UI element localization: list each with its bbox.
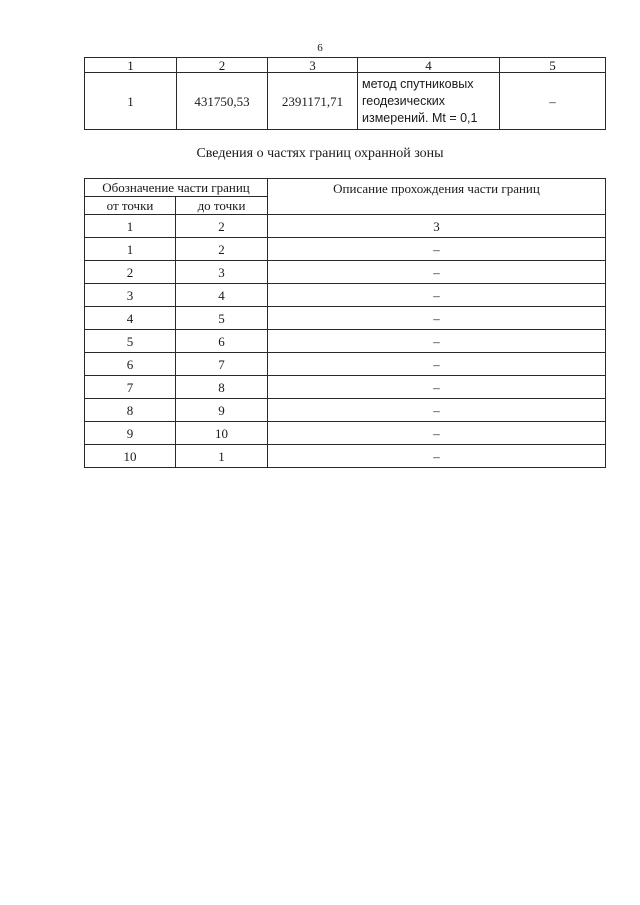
coordinates-table — [84, 57, 606, 130]
cell-desc: – — [268, 376, 606, 399]
coordinate-x: 431750,53 — [177, 73, 268, 130]
method-line: метод спутниковых — [362, 76, 474, 91]
cell-desc: 3 — [268, 215, 606, 238]
header-to: до точки — [176, 197, 268, 215]
parts-table-header — [85, 179, 606, 197]
cell-from: 2 — [85, 261, 176, 284]
method-cell — [358, 73, 500, 130]
table-row — [85, 215, 606, 238]
cell-to: 3 — [176, 261, 268, 284]
cell-from: 9 — [85, 422, 176, 445]
cell-from: 1 — [85, 215, 176, 238]
cell-to: 9 — [176, 399, 268, 422]
cell-from: 3 — [85, 284, 176, 307]
table-row — [85, 73, 606, 130]
point-number: 1 — [85, 73, 177, 130]
cell-to: 10 — [176, 422, 268, 445]
cell-desc: – — [268, 445, 606, 468]
coordinate-y: 2391171,71 — [268, 73, 358, 130]
cell-from: 4 — [85, 307, 176, 330]
table-row — [85, 353, 606, 376]
cell-desc: – — [268, 307, 606, 330]
table-row — [85, 238, 606, 261]
cell-desc: – — [268, 399, 606, 422]
table-row — [85, 284, 606, 307]
header-group: Обозначение части границ — [85, 179, 268, 197]
header-from: от точки — [85, 197, 176, 215]
cell-to: 2 — [176, 238, 268, 261]
cell-from: 6 — [85, 353, 176, 376]
cell-to: 8 — [176, 376, 268, 399]
method-line: геодезических — [362, 93, 446, 108]
cell-desc: – — [268, 353, 606, 376]
cell-to: 1 — [176, 445, 268, 468]
table-row — [85, 330, 606, 353]
cell-from: 8 — [85, 399, 176, 422]
table-row — [85, 261, 606, 284]
section-title: Сведения о частях границ охранной зоны — [196, 146, 444, 161]
header-cell: 5 — [500, 58, 606, 73]
boundary-parts-table — [84, 178, 606, 468]
method-line: измерений. Mt = 0,1 — [362, 110, 478, 125]
parts-table-body — [85, 215, 606, 468]
table-row — [85, 376, 606, 399]
cell-to: 7 — [176, 353, 268, 376]
cell-to: 4 — [176, 284, 268, 307]
cell-desc: – — [268, 284, 606, 307]
coordinates-table-header — [85, 58, 606, 73]
header-cell: 1 — [85, 58, 177, 73]
cell-to: 6 — [176, 330, 268, 353]
header-cell: 2 — [177, 58, 268, 73]
cell-from: 10 — [85, 445, 176, 468]
page-number: 6 — [317, 42, 323, 54]
header-desc: Описание прохождения части границ — [268, 179, 606, 215]
cell-desc: – — [268, 422, 606, 445]
header-cell: 3 — [268, 58, 358, 73]
cell-from: 5 — [85, 330, 176, 353]
table-row — [85, 422, 606, 445]
table-row — [85, 307, 606, 330]
cell-from: 7 — [85, 376, 176, 399]
col5-value: – — [500, 73, 606, 130]
cell-desc: – — [268, 238, 606, 261]
cell-to: 2 — [176, 215, 268, 238]
header-cell: 4 — [358, 58, 500, 73]
cell-from: 1 — [85, 238, 176, 261]
cell-desc: – — [268, 330, 606, 353]
table-row — [85, 399, 606, 422]
table-row — [85, 445, 606, 468]
cell-to: 5 — [176, 307, 268, 330]
cell-desc: – — [268, 261, 606, 284]
